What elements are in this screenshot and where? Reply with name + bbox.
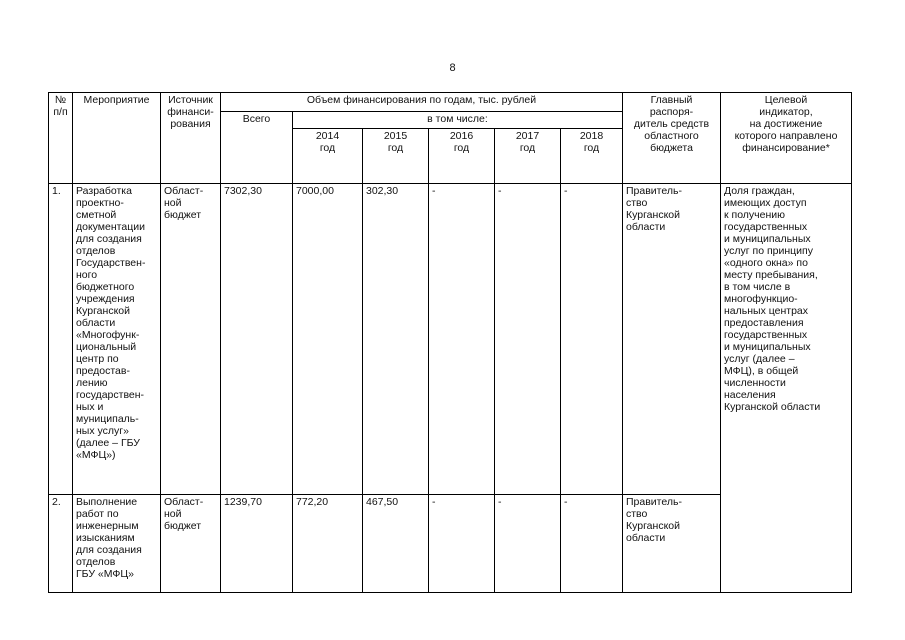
header-activity: Мероприятие [73,93,161,184]
row-number: 2. [49,495,73,593]
row-2015: 467,50 [363,495,429,593]
row-number: 1. [49,184,73,495]
header-source: Источник финанси- рования [161,93,221,184]
page-number: 8 [449,62,456,74]
row-activity: Разработка проектно- сметной документации для создания отделов Государствен- ного бюджетного учреждения Курганской области «Многофунк- циональный центр по предостав- лению государствен- ных и муниципаль- ных услуг» (далее – ГБУ «МФЦ») [73,184,161,495]
row-source: Област- ной бюджет [161,495,221,593]
header-manager: Главный распоря- дитель средств областного бюджета [623,93,721,184]
row-2015: 302,30 [363,184,429,495]
header-year-2016: 2016 год [429,129,495,184]
header-indicator: Целевой индикатор, на достижение которого направлено финансирование* [721,93,852,184]
header-year-2017: 2017 год [495,129,561,184]
row-2016: - [429,495,495,593]
header-including: в том числе: [293,112,623,129]
row-2014: 772,20 [293,495,363,593]
row-2017: - [495,184,561,495]
header-year-2015: 2015 год [363,129,429,184]
row-2018: - [561,184,623,495]
row-activity: Выполнение работ по инженерным изысканиям для создания отделов ГБУ «МФЦ» [73,495,161,593]
row-2016: - [429,184,495,495]
row-2017: - [495,495,561,593]
row-indicator: Доля граждан, имеющих доступ к получению государственных и муниципальных услуг по принципу «одного окна» по месту пребывания, в том числе в многофункцио- нальных центрах предоставления государственных и муниципальных услуг (далее – МФЦ), в общей численности населения Курганской области [721,184,852,593]
row-manager: Правитель- ство Курганской области [623,495,721,593]
row-2018: - [561,495,623,593]
header-num: № п/п [49,93,73,184]
header-year-2018: 2018 год [561,129,623,184]
row-2014: 7000,00 [293,184,363,495]
financing-table [48,92,852,593]
header-year-2014: 2014 год [293,129,363,184]
table-row [49,184,852,495]
row-manager: Правитель- ство Курганской области [623,184,721,495]
header-volume: Объем финансирования по годам, тыс. рублей [221,93,623,112]
header-total: Всего [221,112,293,184]
row-source: Област- ной бюджет [161,184,221,495]
row-total: 1239,70 [221,495,293,593]
row-total: 7302,30 [221,184,293,495]
